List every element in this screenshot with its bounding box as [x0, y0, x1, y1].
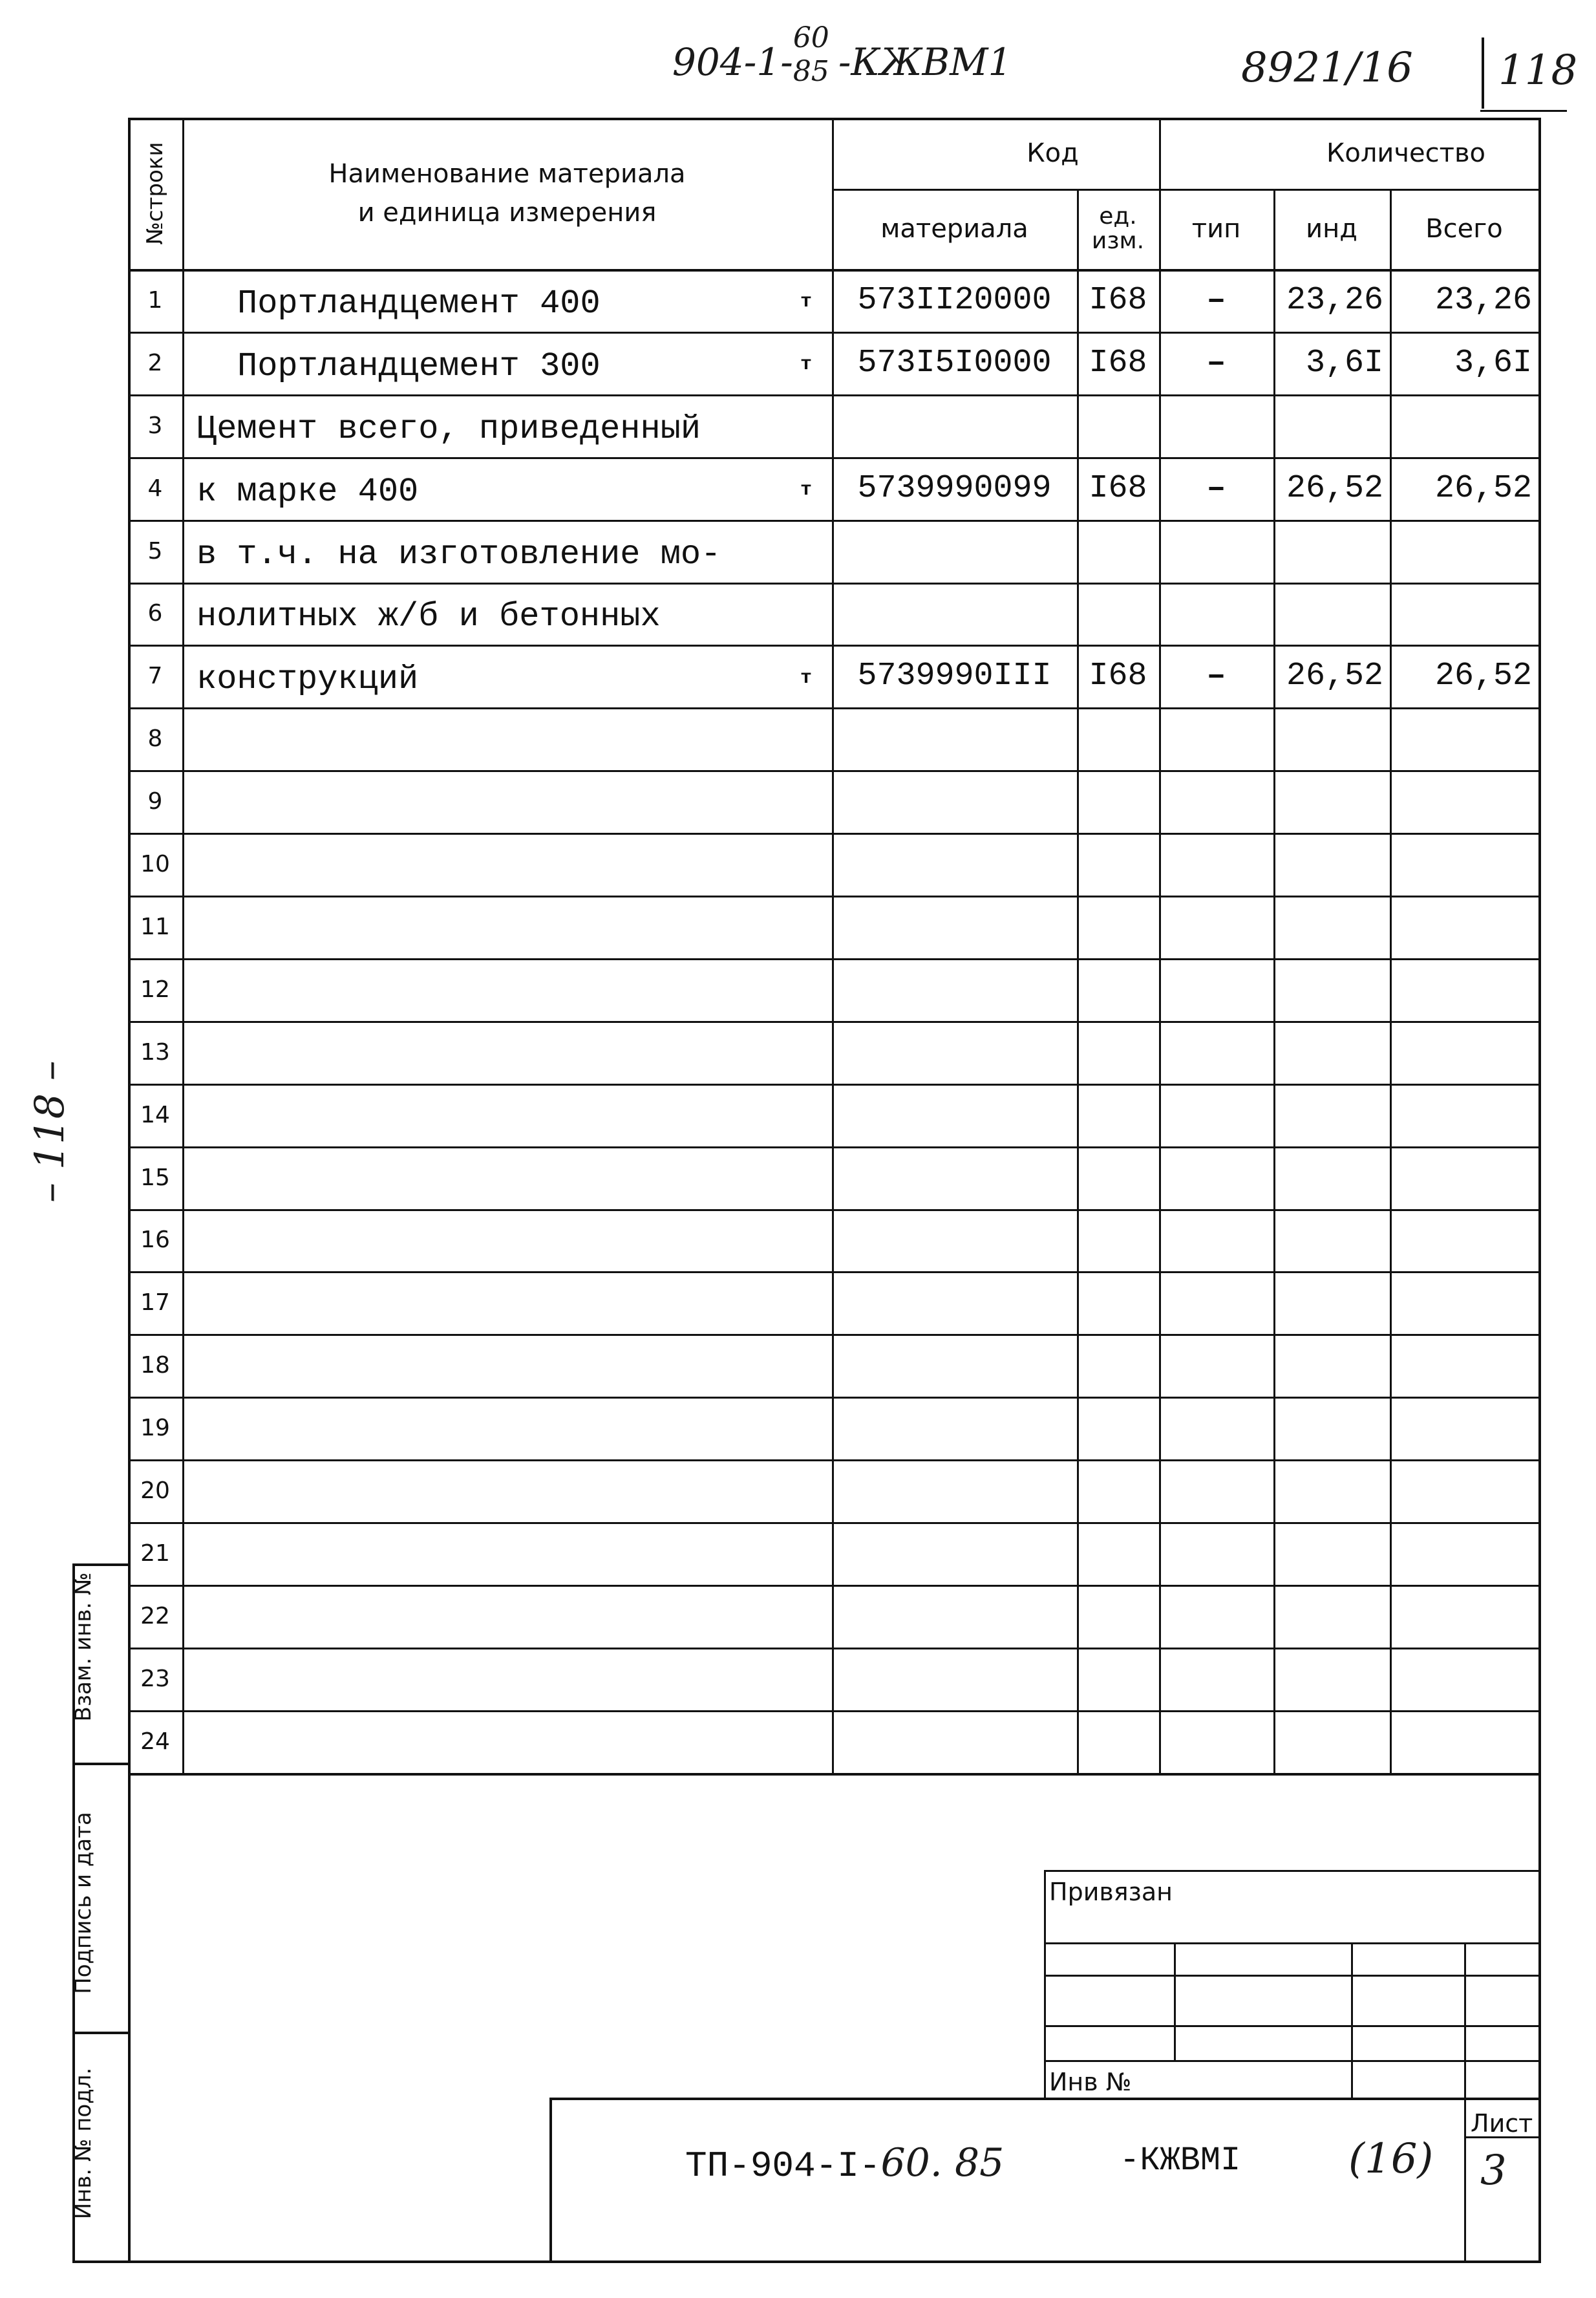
table-bottom-border: [128, 1773, 1540, 1776]
table-row-name: [182, 1397, 780, 1459]
table-row-name: [182, 770, 780, 833]
table-row-qty-type: –: [1206, 469, 1226, 507]
header-row-number-label: №строки: [142, 142, 168, 245]
table-row-name: [182, 1710, 780, 1773]
col-code-border: [1077, 189, 1079, 1773]
table-row-qty-total: 26,52: [1434, 658, 1532, 695]
sheet-label: Лист: [1471, 2109, 1533, 2138]
title-block-top: [1044, 1870, 1538, 1872]
table-row-number: 19: [140, 1415, 170, 1442]
header-qty-total: Всего: [1425, 214, 1503, 244]
table-right-border: [1538, 118, 1541, 2260]
header-code-material: материала: [880, 214, 1028, 244]
table-row-number: 8: [147, 725, 163, 753]
col-ind-border: [1390, 189, 1392, 1773]
doc-ref-fraction-bottom: 85: [793, 54, 829, 88]
table-row-number: 17: [140, 1289, 170, 1316]
table-row-number: 20: [140, 1477, 170, 1505]
table-row-number: 11: [140, 913, 170, 940]
table-row-number: 4: [147, 475, 163, 502]
table-row-material-code: 573I5I0000: [857, 344, 1052, 381]
sheet-number: 3: [1480, 2147, 1507, 2195]
table-row-name: [182, 896, 780, 958]
table-row-material-code: 5739990099: [857, 469, 1052, 507]
table-row-name: в т.ч. на изготовление мо-: [197, 535, 721, 574]
title-block-col-3: [1464, 1942, 1466, 2260]
doc-ref-fraction-top: 60: [793, 21, 829, 54]
doc-ref-main: 904-1-: [672, 40, 793, 84]
table-row-number: 10: [140, 851, 170, 878]
designation: [685, 2140, 1004, 2187]
table-row-unit-code: I68: [1089, 658, 1147, 695]
table-row-unit-code: I68: [1089, 281, 1147, 319]
stamp-top: [549, 2098, 1538, 2100]
table-row-unit-code: I68: [1089, 344, 1147, 381]
header-qty-type: тип: [1191, 214, 1241, 244]
table-row-unit-mark: т: [800, 354, 812, 376]
inventory-number: 8921/16: [1241, 44, 1413, 92]
table-row-name: [182, 1021, 780, 1084]
table-row-name: [182, 1522, 780, 1585]
side-label-podpis-data: Подпись и дата: [70, 1812, 96, 1994]
designation-suffix: -КЖВМI: [1120, 2142, 1241, 2180]
table-row-number: 13: [140, 1038, 170, 1066]
table-row-qty-type: –: [1206, 344, 1226, 381]
header-qty-group: Количество: [1326, 138, 1485, 168]
table-row-qty-ind: 23,26: [1286, 281, 1383, 319]
side-label-vzam-inv: Взам. инв. №: [70, 1572, 96, 1722]
table-row-unit-mark: т: [800, 479, 812, 502]
designation-prefix: ТП-904-I-: [685, 2145, 881, 2187]
header-qty-ind: инд: [1306, 214, 1357, 244]
table-row-name: [182, 1146, 780, 1209]
title-block-col-1: [1174, 1942, 1176, 2060]
table-row-name: [182, 1084, 780, 1146]
table-row-name: [182, 1459, 780, 1522]
header-row-number: [128, 118, 182, 269]
table-row-name: [182, 1271, 780, 1334]
table-row-number: 2: [147, 349, 163, 376]
table-row-number: 24: [140, 1728, 170, 1755]
table-row-unit-code: I68: [1089, 469, 1147, 507]
table-row-number: 12: [140, 976, 170, 1003]
table-row-qty-total: 23,26: [1434, 281, 1532, 319]
table-row-name: к марке 400: [197, 472, 419, 511]
doc-ref-suffix: -КЖВМ1: [838, 40, 1012, 84]
table-row-number: 15: [140, 1164, 170, 1191]
table-row-number: 7: [147, 663, 163, 690]
table-row-number: 18: [140, 1352, 170, 1379]
table-row-qty-ind: 26,52: [1286, 469, 1383, 507]
side-frame-bottom: [72, 2260, 1541, 2263]
col-type-border: [1273, 189, 1275, 1773]
table-row-qty-type: –: [1206, 658, 1226, 695]
table-row-name: конструкций: [197, 660, 419, 699]
table-row-number: 5: [147, 537, 163, 564]
table-row-material-code: 5739990III: [857, 658, 1052, 695]
table-row-number: 16: [140, 1227, 170, 1254]
table-row-number: 14: [140, 1101, 170, 1128]
table-row-qty-type: –: [1206, 281, 1226, 319]
stamp-left: [549, 2098, 552, 2260]
inv-no-label: Инв №: [1049, 2068, 1132, 2096]
table-row-material-code: 573II20000: [857, 281, 1052, 319]
title-block-col-2: [1351, 1942, 1353, 2098]
table-row-name: [182, 1648, 780, 1710]
table-row-name: нолитных ж/б и бетонных: [197, 597, 661, 636]
privyazan-label: Привязан: [1049, 1878, 1173, 1906]
table-row-qty-ind: 3,6I: [1305, 344, 1383, 381]
table-row-name: [182, 833, 780, 896]
table-row-name: Портландцемент 300: [237, 347, 601, 385]
table-row-number: 21: [140, 1540, 170, 1567]
table-row-name: [182, 1209, 780, 1272]
side-page-mark: – 118 –: [26, 1060, 73, 1203]
table-row-number: 3: [147, 412, 163, 439]
table-row-qty-total: 3,6I: [1454, 344, 1532, 381]
side-label-inv-podl: Инв. № подл.: [70, 2067, 96, 2220]
table-row-name: Цемент всего, приведенный: [197, 409, 701, 448]
table-row-name: [182, 1585, 780, 1648]
title-block-left: [1044, 1870, 1046, 2098]
table-row-unit-mark: т: [800, 291, 812, 314]
table-row-name: [182, 707, 780, 770]
sheet-count: (16): [1348, 2135, 1434, 2183]
table-row-name: [182, 958, 780, 1021]
table-row-name: [182, 1334, 780, 1397]
designation-handwritten: 60. 85: [880, 2140, 1005, 2185]
table-row-number: 9: [147, 788, 163, 815]
table-row-qty-ind: 26,52: [1286, 658, 1383, 695]
table-row-number: 23: [140, 1665, 170, 1692]
header-name: Наименование материала и единица измерения: [328, 159, 686, 228]
table-row-number: 22: [140, 1602, 170, 1629]
table-row-unit-mark: т: [800, 667, 812, 689]
page-number: 118: [1498, 47, 1578, 94]
table-row-name: Портландцемент 400: [237, 284, 601, 323]
table-row-number: 1: [147, 286, 163, 314]
header-code-group: Код: [1027, 138, 1079, 168]
side-frame-split-1: [72, 1763, 131, 1765]
table-row-qty-total: 26,52: [1434, 469, 1532, 507]
table-row-number: 6: [147, 600, 163, 627]
header-code-unit: ед. изм.: [1091, 203, 1145, 254]
